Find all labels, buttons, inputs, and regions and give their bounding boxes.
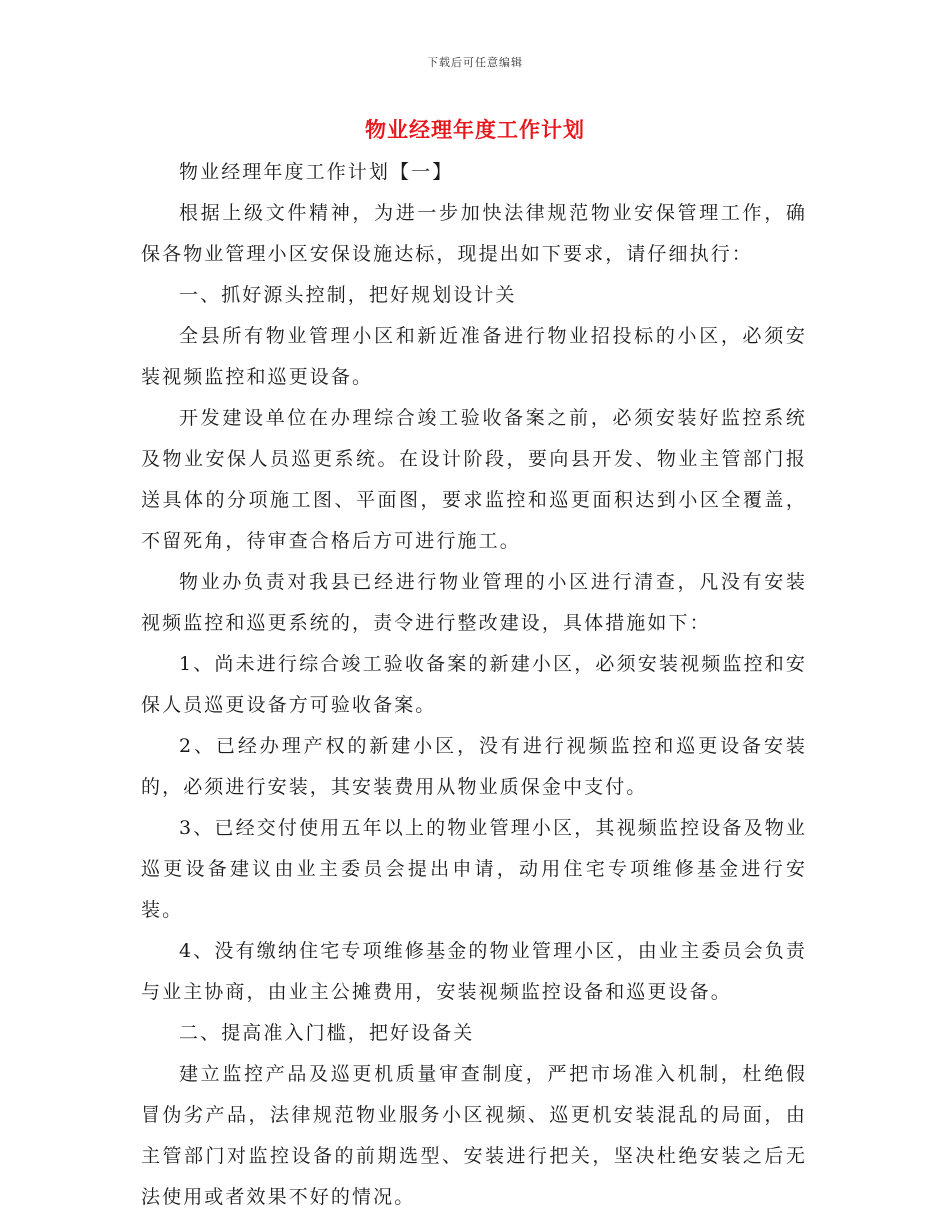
body-paragraph: 建立监控产品及巡更机质量审查制度，严把市场准入机制，杜绝假冒伪劣产品，法律规范物业服务小区视频、巡更机安装混乱的局面，由主管部门对监控设备的前期选型、安装进行把关，坚决杜绝安装之后无法使用或者效果不好的情况。 [141,1063,807,1208]
page-header-note: 下载后可任意编辑 [427,56,523,69]
list-item: 2、已经办理产权的新建小区，没有进行视频监控和巡更设备安装的，必须进行安装，其安装费用从物业质保金中支付。 [141,735,807,798]
document-body [141,152,807,1218]
section-heading: 一、抓好源头控制，把好规划设计关 [179,284,517,306]
body-paragraph: 全县所有物业管理小区和新近准备进行物业招投标的小区，必须安装视频监控和巡更设备。 [141,325,807,388]
section-heading: 物业经理年度工作计划【一】 [179,161,454,183]
section-heading: 二、提高准入门槛，把好设备关 [179,1022,475,1044]
list-item: 1、尚未进行综合竣工验收备案的新建小区，必须安装视频监控和安保人员巡更设备方可验收备案。 [141,653,807,716]
list-item: 3、已经交付使用五年以上的物业管理小区，其视频监控设备及物业巡更设备建议由业主委员会提出申请，动用住宅专项维修基金进行安装。 [141,817,807,921]
body-paragraph: 根据上级文件精神，为进一步加快法律规范物业安保管理工作，确保各物业管理小区安保设施达标，现提出如下要求，请仔细执行： [141,202,807,265]
body-paragraph: 开发建设单位在办理综合竣工验收备案之前，必须安装好监控系统及物业安保人员巡更系统。在设计阶段，要向县开发、物业主管部门报送具体的分项施工图、平面图，要求监控和巡更面积达到小区全覆盖，不留死角，待审查合格后方可进行施工。 [141,407,807,552]
document-title: 物业经理年度工作计划 [365,118,585,142]
body-paragraph: 物业办负责对我县已经进行物业管理的小区进行清查，凡没有安装视频监控和巡更系统的，责令进行整改建设，具体措施如下： [141,571,807,634]
list-item: 4、没有缴纳住宅专项维修基金的物业管理小区，由业主委员会负责与业主协商，由业主公摊费用，安装视频监控设备和巡更设备。 [141,940,807,1003]
